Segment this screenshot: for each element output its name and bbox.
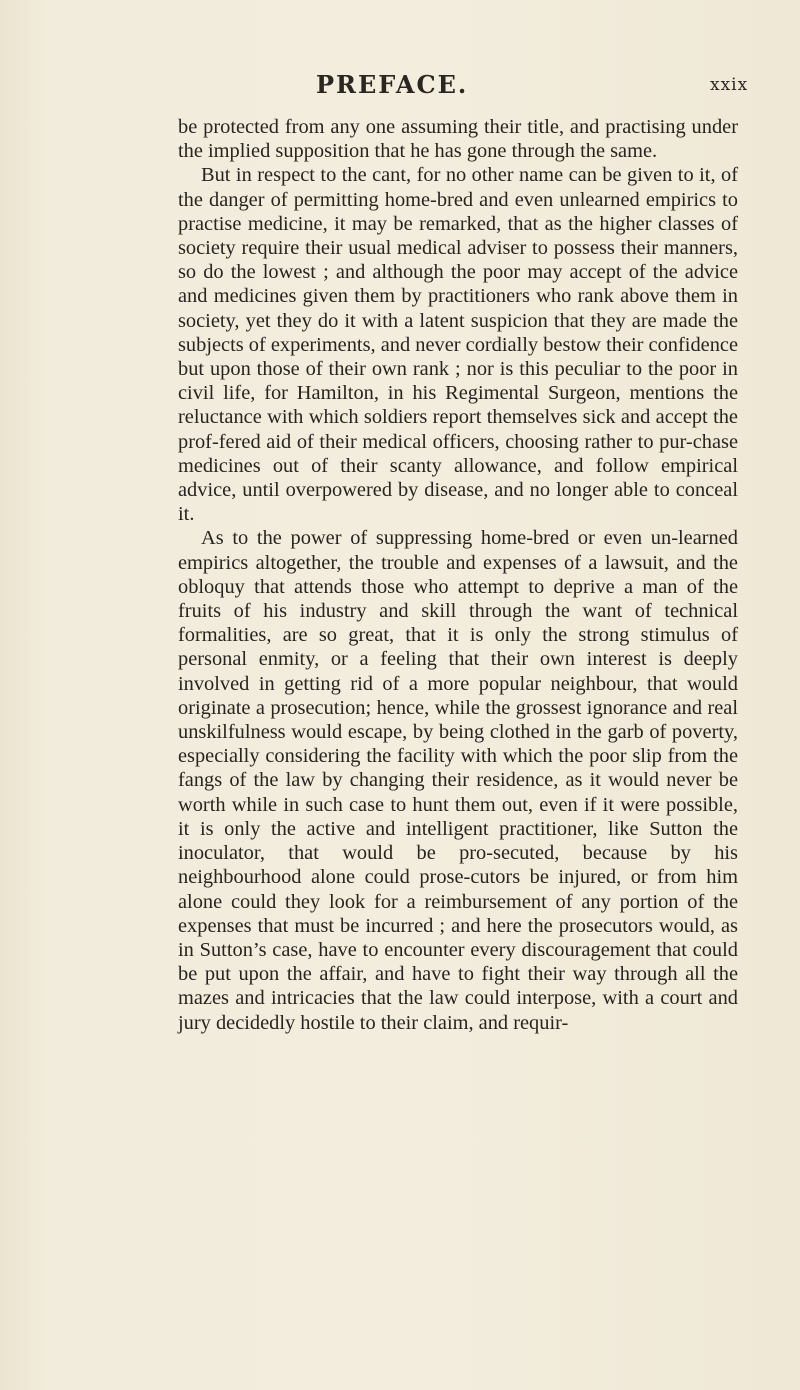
paragraph-power-of-suppressing: As to the power of suppressing home-bred or even un-learned empirics altogether, the trouble and expenses of a lawsuit, and the obloquy that attends those who attempt to deprive a man of the fruits of his industry and skill through the want of technical formalities, are so great, that it is only the strong stimulus of personal enmity, or a feeling that their own interest is deeply involved in getting rid of a more popular neighbour, that would originate a prosecution; hence, while the grossest ignorance and real unskilfulness would escape, by being clothed in the garb of poverty, especially considering the facility with which the poor slip from the fangs of the law by changing their residence, as it would never be worth while in such case to hunt them out, even if it were possible, it is only the active and intelligent practitioner, like Sutton the inoculator, that would be pro-secuted, because by his neighbourhood alone could prose-cutors be injured, or from him alone could they look for a reimbursement of any portion of the expenses that must be incurred ; and here the prosecutors would, as in Sutton’s case, have to encounter every discouragement that could be put upon the affair, and have to fight their way through all the mazes and intricacies that the law could interpose, with a court and jury decidedly hostile to their claim, and requir- — [178, 527, 738, 1034]
page-number: xxix — [710, 75, 749, 95]
running-head-title: PREFACE. — [316, 70, 469, 99]
paragraph-continuation: be protected from any one assuming their title, and practising under the implied supposition that he has gone through the same. — [178, 116, 738, 163]
paragraph-cant-of-danger: But in respect to the cant, for no other name can be given to it, of the danger of permitting home-bred and even unlearned empirics to practise medicine, it may be remarked, that as the higher classes of society require their usual medical adviser to possess their manners, so do the lowest ; and although the poor may accept of the advice and medicines given them by practitioners who rank above them in society, yet they do it with a latent suspicion that they are made the subjects of experiments, and never cordially bestow their confidence but upon those of their own rank ; nor is this peculiar to the poor in civil life, for Hamilton, in his Regimental Surgeon, mentions the reluctance with which soldiers report themselves sick and accept the prof-fered aid of their medical officers, choosing rather to pur-chase medicines out of their scanty allowance, and follow empirical advice, until overpowered by disease, and no longer able to conceal it. — [178, 164, 738, 526]
running-head — [0, 70, 800, 104]
body-text — [178, 115, 738, 1035]
